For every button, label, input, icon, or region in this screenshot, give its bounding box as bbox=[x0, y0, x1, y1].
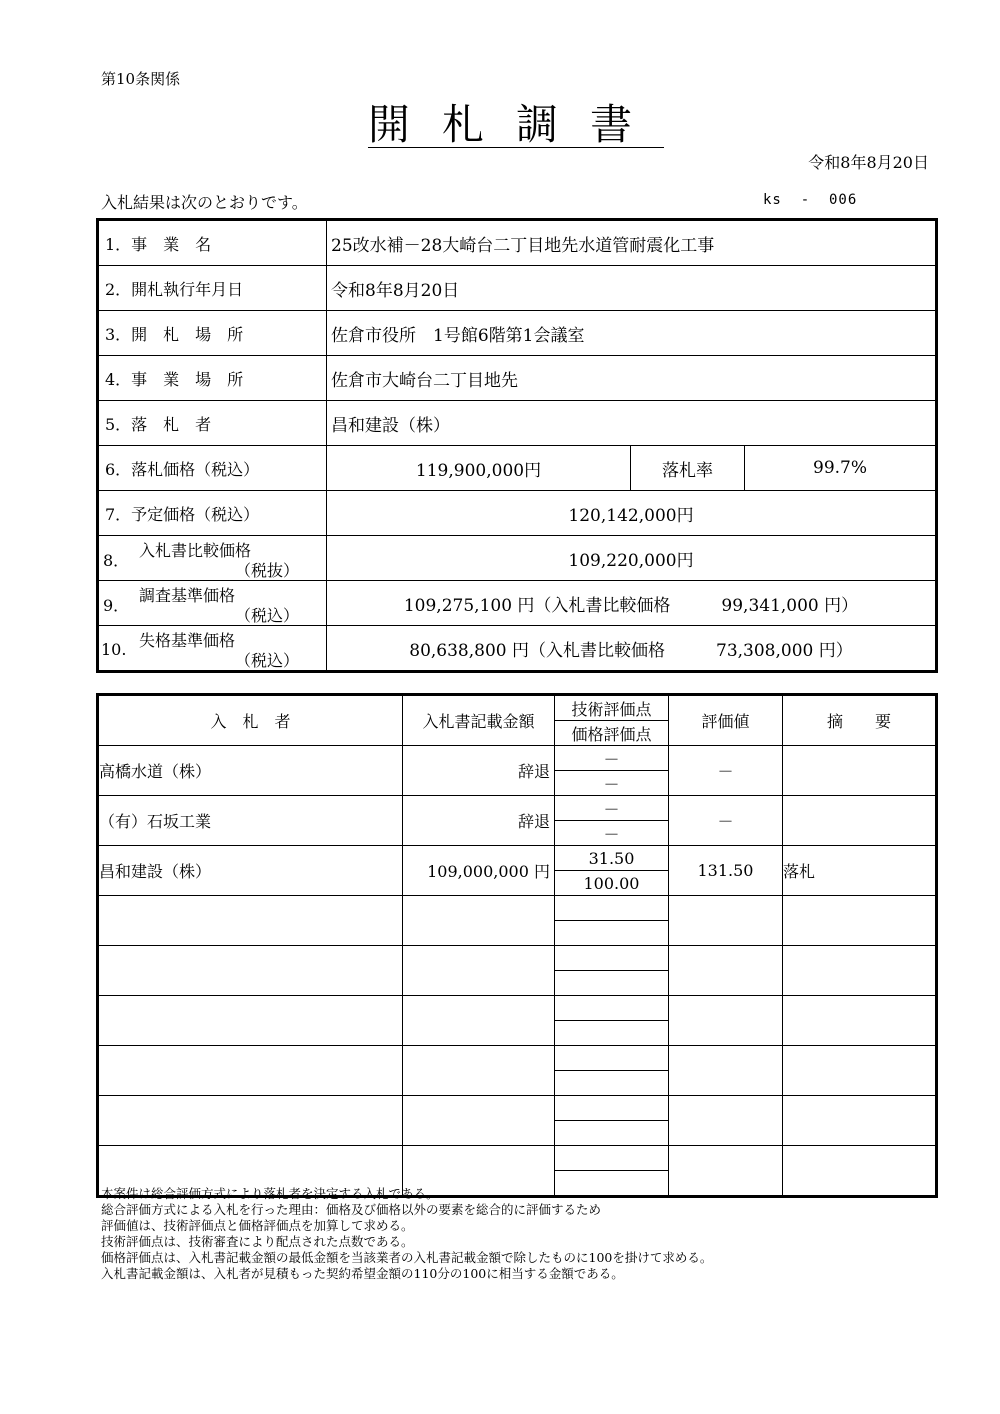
table-row-empty bbox=[98, 946, 937, 971]
planned-price-value: 120,142,000円 bbox=[327, 491, 937, 536]
summary-table bbox=[96, 218, 938, 673]
disq-label-line2: （税込） bbox=[235, 651, 300, 670]
compare-num: 8． bbox=[103, 551, 130, 570]
tech-score: 31.50 bbox=[555, 846, 669, 871]
document-date: 令和8年8月20日 bbox=[808, 153, 929, 172]
compare-label-line2: （税抜） bbox=[235, 561, 300, 580]
col-bidder-header: 入 札 者 bbox=[98, 695, 403, 746]
price-score: － bbox=[555, 821, 669, 846]
table-row bbox=[98, 796, 937, 821]
bid-amount: 109,000,000 円 bbox=[403, 846, 555, 896]
eval-value: － bbox=[669, 796, 783, 846]
table-row-empty bbox=[98, 1046, 937, 1071]
survey-price-label bbox=[98, 581, 327, 626]
summary-row-date bbox=[98, 266, 937, 311]
award-price-value: 119,900,000円 bbox=[327, 446, 631, 491]
summary-row-price bbox=[98, 446, 937, 491]
summary-row-place bbox=[98, 311, 937, 356]
project-value: 25改水補－28大崎台二丁目地先水道管耐震化工事 bbox=[327, 220, 937, 266]
remarks bbox=[783, 796, 937, 846]
table-row-empty bbox=[98, 896, 937, 921]
note-line: 技術評価点は、技術審査により配点された点数である。 bbox=[101, 1234, 414, 1249]
disq-price-value: 80,638,800 円（入札書比較価格 73,308,000 円） bbox=[327, 626, 937, 672]
compare-label-line1: 入札書比較価格 bbox=[139, 541, 252, 560]
bidder-name: 昌和建設（株） bbox=[98, 846, 403, 896]
table-row-empty bbox=[98, 1096, 937, 1121]
opening-date-value: 令和8年8月20日 bbox=[327, 266, 937, 311]
note-line: 価格評価点は、入札書記載金額の最低金額を当該業者の入札書記載金額で除したものに100を掛けて求める。 bbox=[101, 1250, 713, 1265]
winner-value: 昌和建設（株） bbox=[327, 401, 937, 446]
col-remarks-header: 摘 要 bbox=[783, 695, 937, 746]
page-title bbox=[0, 92, 1000, 152]
summary-row-planned bbox=[98, 491, 937, 536]
compare-price-value: 109,220,000円 bbox=[327, 536, 937, 581]
col-price-header: 価格評価点 bbox=[555, 721, 669, 746]
disq-num: 10. bbox=[101, 640, 127, 659]
table-row-empty bbox=[98, 996, 937, 1021]
table-row bbox=[98, 746, 937, 771]
planned-price-label: 7．予定価格（税込） bbox=[98, 491, 327, 536]
eval-value: － bbox=[669, 746, 783, 796]
table-row bbox=[98, 846, 937, 871]
document-code: ks - 006 bbox=[763, 192, 858, 208]
opening-place-value: 佐倉市役所 1号館6階第1会議室 bbox=[327, 311, 937, 356]
opening-date-label: 2．開札執行年月日 bbox=[98, 266, 327, 311]
bid-amount: 辞退 bbox=[403, 746, 555, 796]
summary-row-site bbox=[98, 356, 937, 401]
disq-price-label bbox=[98, 626, 327, 672]
summary-row-survey bbox=[98, 581, 937, 626]
project-label: 1．事 業 名 bbox=[98, 220, 327, 266]
price-score: － bbox=[555, 771, 669, 796]
winner-label: 5．落 札 者 bbox=[98, 401, 327, 446]
survey-price-value: 109,275,100 円（入札書比較価格 99,341,000 円） bbox=[327, 581, 937, 626]
project-site-label: 4．事 業 場 所 bbox=[98, 356, 327, 401]
intro-text: 入札結果は次のとおりです。 bbox=[101, 193, 308, 212]
survey-label-line2: （税込） bbox=[235, 606, 300, 625]
remarks bbox=[783, 746, 937, 796]
summary-row-winner bbox=[98, 401, 937, 446]
note-line: 本案件は総合評価方式により落札者を決定する入札である。 bbox=[101, 1186, 439, 1201]
clause-reference: 第10条関係 bbox=[101, 70, 181, 88]
table-row-empty bbox=[98, 1146, 937, 1171]
survey-num: 9． bbox=[103, 596, 130, 615]
col-eval-header: 評価値 bbox=[669, 695, 783, 746]
summary-row-compare bbox=[98, 536, 937, 581]
remarks: 落札 bbox=[783, 846, 937, 896]
compare-price-label bbox=[98, 536, 327, 581]
disq-label-line1: 失格基準価格 bbox=[139, 631, 236, 650]
eval-value: 131.50 bbox=[669, 846, 783, 896]
award-rate-value: 99.7% bbox=[745, 446, 937, 491]
note-line: 評価値は、技術評価点と価格評価点を加算して求める。 bbox=[101, 1218, 414, 1233]
summary-row-project bbox=[98, 220, 937, 266]
title-text: 開札調書 bbox=[367, 100, 664, 149]
project-site-value: 佐倉市大崎台二丁目地先 bbox=[327, 356, 937, 401]
survey-label-line1: 調査基準価格 bbox=[139, 586, 236, 605]
bids-header-row bbox=[98, 695, 937, 721]
bidder-name: 高橋水道（株） bbox=[98, 746, 403, 796]
footnotes bbox=[101, 1186, 712, 1282]
summary-row-disqualification bbox=[98, 626, 937, 672]
award-price-label: 6．落札価格（税込） bbox=[98, 446, 327, 491]
tech-score: － bbox=[555, 796, 669, 821]
note-line: 入札書記載金額は、入札者が見積もった契約希望金額の110分の100に相当する金額である。 bbox=[101, 1266, 624, 1281]
opening-place-label: 3．開 札 場 所 bbox=[98, 311, 327, 356]
col-tech-header: 技術評価点 bbox=[555, 695, 669, 721]
award-rate-label: 落札率 bbox=[631, 446, 745, 491]
bid-amount: 辞退 bbox=[403, 796, 555, 846]
price-score: 100.00 bbox=[555, 871, 669, 896]
bidder-name: （有）石坂工業 bbox=[98, 796, 403, 846]
col-amount-header: 入札書記載金額 bbox=[403, 695, 555, 746]
note-line: 総合評価方式による入札を行った理由：価格及び価格以外の要素を総合的に評価するため bbox=[101, 1202, 602, 1217]
bids-table bbox=[96, 693, 938, 1198]
tech-score: － bbox=[555, 746, 669, 771]
